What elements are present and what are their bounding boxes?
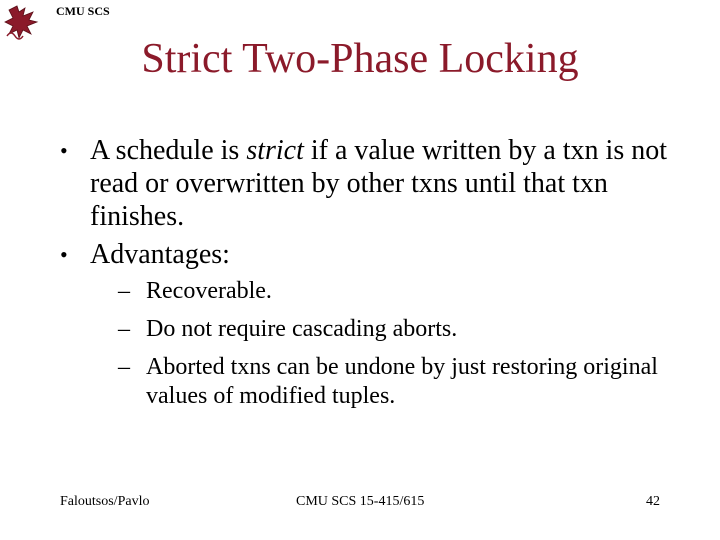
bullet-item xyxy=(60,238,700,271)
bullet-text-before: A schedule is xyxy=(90,135,247,166)
sub-bullet-text: Do not require cascading aborts. xyxy=(146,316,458,342)
page-number: 42 xyxy=(646,494,660,509)
sub-bullet-text: Aborted txns can be undone by just restoring original values of modified tuples. xyxy=(146,354,658,409)
bullet-list xyxy=(60,134,700,420)
footer-course: CMU SCS 15-415/615 xyxy=(296,494,425,509)
dash-icon: – xyxy=(118,316,130,342)
slide-title: Strict Two-Phase Locking xyxy=(141,36,579,82)
bullet-emphasis: strict xyxy=(246,135,304,166)
sub-bullet-item xyxy=(118,277,700,306)
bullet-dot-icon: • xyxy=(60,242,68,267)
dash-icon: – xyxy=(118,354,130,380)
dash-icon: – xyxy=(118,278,130,304)
footer-authors: Faloutsos/Pavlo xyxy=(60,494,150,509)
org-label: CMU SCS xyxy=(56,4,110,18)
sub-bullet-item xyxy=(118,315,700,344)
bullet-text-after: if a value written by a txn is not read or overwritten by other txns until that txn finishes. xyxy=(90,135,668,232)
sub-bullet-item xyxy=(118,353,700,411)
sub-bullet-text: Recoverable. xyxy=(146,278,272,304)
sub-bullet-list xyxy=(60,277,700,411)
bullet-text: Advantages: xyxy=(90,239,230,270)
bullet-item xyxy=(60,134,700,233)
bullet-dot-icon: • xyxy=(60,138,68,163)
